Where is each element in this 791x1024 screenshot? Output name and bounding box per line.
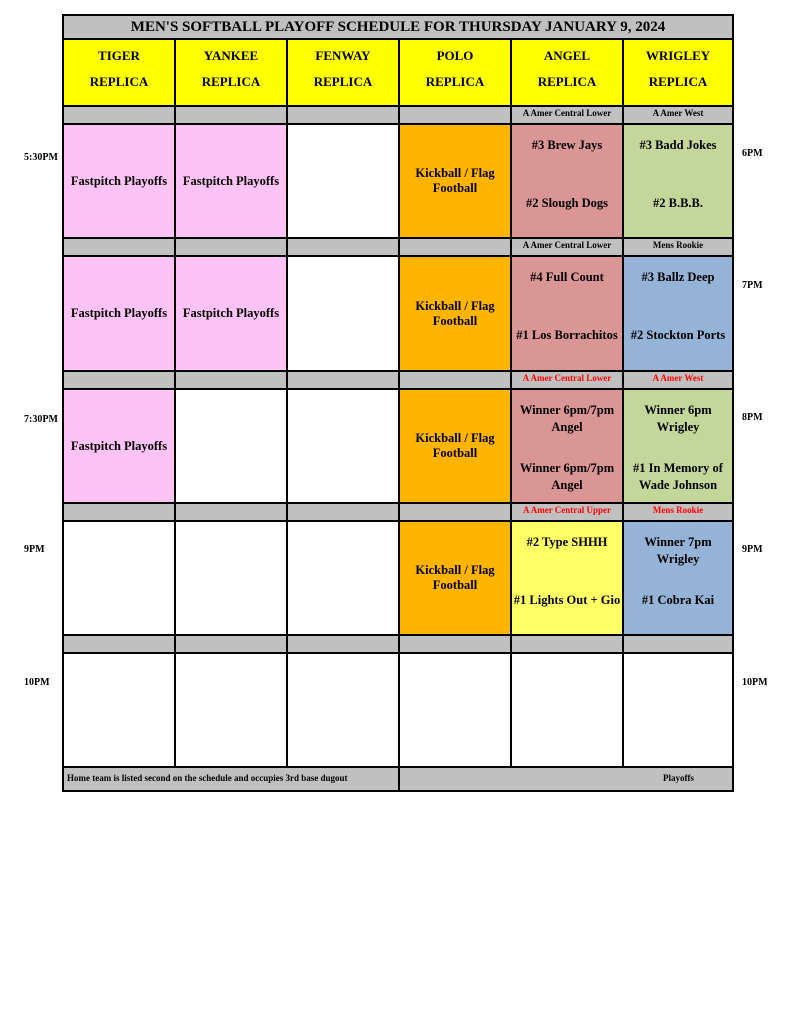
home-team: #1 Los Borrachitos <box>516 328 618 342</box>
kickball-slot <box>400 390 512 504</box>
field-header-wrigley <box>624 40 732 107</box>
field-header-tiger <box>64 40 176 107</box>
fastpitch-slot <box>64 125 176 239</box>
field-sub: REPLICA <box>313 74 373 89</box>
fastpitch-slot-label: Fastpitch Playoffs <box>70 438 168 453</box>
left-time-label: 5:30PM <box>24 152 58 163</box>
kickball-slot <box>400 522 512 636</box>
field-name: ANGEL <box>543 48 591 63</box>
division-bar <box>176 636 288 654</box>
division-bar <box>64 372 176 390</box>
division-bar <box>176 372 288 390</box>
empty-slot <box>176 654 288 768</box>
empty-slot <box>512 654 624 768</box>
schedule-title: MEN'S SOFTBALL PLAYOFF SCHEDULE FOR THURSDAY JANUARY 9, 2024 <box>64 16 732 40</box>
wrigley-division-label: A Amer West <box>624 107 732 125</box>
right-time-label: 7PM <box>742 280 763 291</box>
empty-slot <box>288 257 400 372</box>
field-name: WRIGLEY <box>645 48 711 63</box>
wrigley-game <box>624 522 732 636</box>
right-time-label: 10PM <box>742 677 768 688</box>
division-bar <box>176 107 288 125</box>
field-name: POLO <box>436 48 474 63</box>
right-time-label: 9PM <box>742 544 763 555</box>
home-team: #1 In Memory of Wade Johnson <box>633 461 723 492</box>
division-bar <box>624 636 732 654</box>
wrigley-game <box>624 257 732 372</box>
field-sub: REPLICA <box>425 74 485 89</box>
angel-division-label: A Amer Central Lower <box>512 372 624 390</box>
fastpitch-slot <box>176 125 288 239</box>
wrigley-division-label: A Amer West <box>624 372 732 390</box>
division-bar <box>288 107 400 125</box>
wrigley-game <box>624 125 732 239</box>
left-time-label: 9PM <box>24 544 45 555</box>
schedule-sheet <box>62 14 734 792</box>
home-team: #1 Lights Out + Gio <box>513 593 621 607</box>
empty-slot <box>64 522 176 636</box>
angel-game <box>512 522 624 636</box>
kickball-slot-label: Kickball / Flag Football <box>415 166 495 195</box>
division-bar <box>288 504 400 522</box>
empty-slot <box>288 654 400 768</box>
home-team: #1 Cobra Kai <box>641 593 715 607</box>
home-team: Winner 6pm/7pm Angel <box>519 461 615 492</box>
angel-game <box>512 390 624 504</box>
division-bar <box>400 372 512 390</box>
field-sub: REPLICA <box>537 74 597 89</box>
empty-slot <box>288 125 400 239</box>
fastpitch-slot <box>176 257 288 372</box>
angel-game <box>512 125 624 239</box>
division-bar <box>288 372 400 390</box>
field-sub: REPLICA <box>201 74 261 89</box>
home-team: #2 Slough Dogs <box>526 196 608 210</box>
division-bar <box>288 636 400 654</box>
empty-slot <box>176 522 288 636</box>
division-bar <box>176 239 288 257</box>
field-name: FENWAY <box>315 48 371 63</box>
empty-slot <box>176 390 288 504</box>
away-team: #3 Badd Jokes <box>639 138 717 152</box>
angel-division-label: A Amer Central Lower <box>512 239 624 257</box>
field-header-angel <box>512 40 624 107</box>
division-bar <box>400 239 512 257</box>
angel-division-label: A Amer Central Upper <box>512 504 624 522</box>
field-header-fenway <box>288 40 400 107</box>
division-bar <box>400 636 512 654</box>
away-team: #4 Full Count <box>530 270 604 284</box>
field-header-polo <box>400 40 512 107</box>
kickball-slot <box>400 125 512 239</box>
empty-slot <box>624 654 732 768</box>
right-time-label: 6PM <box>742 148 763 159</box>
empty-slot <box>288 390 400 504</box>
kickball-slot <box>400 257 512 372</box>
division-bar <box>64 107 176 125</box>
home-team: #2 B.B.B. <box>652 196 703 210</box>
empty-slot <box>400 654 512 768</box>
division-bar <box>64 636 176 654</box>
kickball-slot-label: Kickball / Flag Football <box>415 431 495 460</box>
field-header-yankee <box>176 40 288 107</box>
field-name: YANKEE <box>203 48 259 63</box>
wrigley-game <box>624 390 732 504</box>
home-team: #2 Stockton Ports <box>630 328 726 342</box>
left-time-label: 7:30PM <box>24 414 58 425</box>
away-team: #3 Ballz Deep <box>641 270 715 284</box>
fastpitch-slot-label: Fastpitch Playoffs <box>182 306 280 320</box>
division-bar <box>512 636 624 654</box>
empty-slot <box>288 522 400 636</box>
kickball-slot-label: Kickball / Flag Football <box>415 298 495 328</box>
fastpitch-slot <box>64 390 176 504</box>
away-team: #2 Type SHHH <box>526 535 608 549</box>
away-team: #3 Brew Jays <box>531 138 603 152</box>
angel-game <box>512 257 624 372</box>
wrigley-division-label: Mens Rookie <box>624 239 732 257</box>
division-bar <box>176 504 288 522</box>
fastpitch-slot-label: Fastpitch Playoffs <box>182 173 280 188</box>
field-name: TIGER <box>98 48 140 63</box>
right-time-label: 8PM <box>742 412 763 423</box>
fastpitch-slot-label: Fastpitch Playoffs <box>70 173 168 188</box>
fastpitch-slot-label: Fastpitch Playoffs <box>70 306 168 320</box>
left-time-label: 10PM <box>24 677 50 688</box>
footer-label: Playoffs <box>400 768 732 790</box>
division-bar <box>288 239 400 257</box>
away-team: Winner 7pm Wrigley <box>644 535 712 566</box>
empty-slot <box>64 654 176 768</box>
field-sub: REPLICA <box>648 74 708 89</box>
field-sub: REPLICA <box>89 74 149 89</box>
kickball-slot-label: Kickball / Flag Football <box>415 563 495 592</box>
angel-division-label: A Amer Central Lower <box>512 107 624 125</box>
away-team: Winner 6pm Wrigley <box>644 403 712 434</box>
division-bar <box>400 504 512 522</box>
away-team: Winner 6pm/7pm Angel <box>519 403 615 434</box>
division-bar <box>64 239 176 257</box>
fastpitch-slot <box>64 257 176 372</box>
division-bar <box>64 504 176 522</box>
footer-note: Home team is listed second on the schedule and occupies 3rd base dugout <box>64 768 400 790</box>
division-bar <box>400 107 512 125</box>
wrigley-division-label: Mens Rookie <box>624 504 732 522</box>
